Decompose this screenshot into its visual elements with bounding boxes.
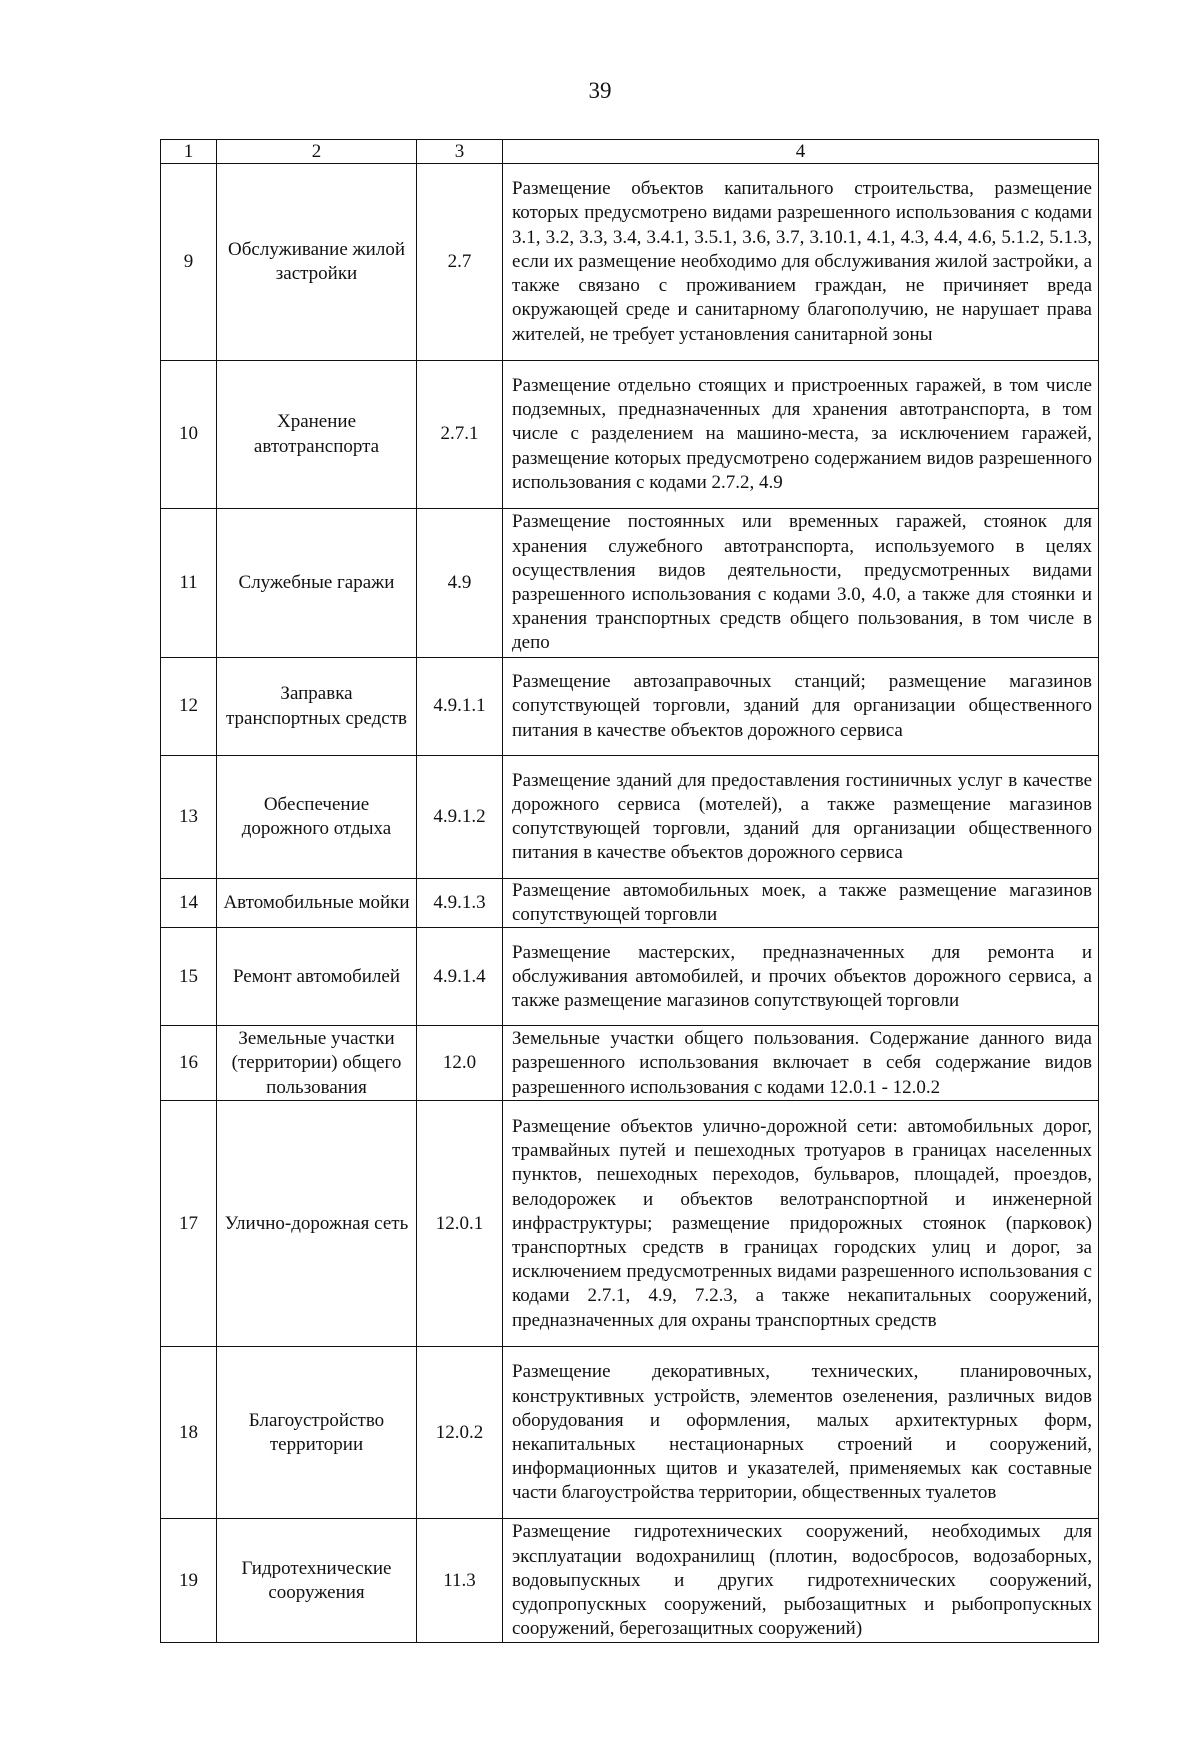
use-type-name: Заправка транспортных средств [217,658,417,756]
use-type-code: 4.9.1.3 [417,879,503,928]
row-number: 14 [161,879,217,928]
use-type-code: 4.9 [417,509,503,658]
use-type-description: Размещение гидротехнических сооружений, необходимых для эксплуатации водохранилищ (плотин, водосбросов, водозаборных, водовыпускных и других гидротехнических сооружений, судопропускных сооружений, рыбозащитных и рыбопропускных сооружений, берегозащитных сооружений) [503,1519,1099,1643]
use-type-name: Обслуживание жилой застройки [217,164,417,361]
row-number: 9 [161,164,217,361]
use-type-code: 2.7 [417,164,503,361]
row-number: 12 [161,658,217,756]
table-row [161,756,1099,879]
use-type-name: Ремонт автомобилей [217,928,417,1026]
use-type-name: Автомобильные мойки [217,879,417,928]
use-type-description: Размещение автозаправочных станций; размещение магазинов сопутствующей торговли, зданий для организации общественного питания в качестве объектов дорожного сервиса [503,658,1099,756]
row-number: 18 [161,1347,217,1519]
header-col-4: 4 [503,140,1099,164]
use-type-description: Размещение декоративных, технических, планировочных, конструктивных устройств, элементов озеленения, различных видов оборудования и оформления, малых архитектурных форм, некапитальных нестационарных строений и сооружений, информационных щитов и указателей, применяемых как составные части благоустройства территории, общественных туалетов [503,1347,1099,1519]
header-col-2: 2 [217,140,417,164]
use-type-name: Гидротехнические сооружения [217,1519,417,1643]
use-type-description: Размещение мастерских, предназначенных для ремонта и обслуживания автомобилей, и прочих объектов дорожного сервиса, а также размещение магазинов сопутствующей торговли [503,928,1099,1026]
use-type-name: Служебные гаражи [217,509,417,658]
table-row [161,361,1099,509]
table-row [161,1347,1099,1519]
use-type-code: 4.9.1.1 [417,658,503,756]
use-type-code: 4.9.1.4 [417,928,503,1026]
use-type-code: 12.0 [417,1026,503,1101]
row-number: 19 [161,1519,217,1643]
use-type-description: Размещение отдельно стоящих и пристроенных гаражей, в том числе подземных, предназначенных для хранения автотранспорта, в том числе с разделением на машино-места, за исключением гаражей, размещение которых предусмотрено содержанием видов разрешенного использования с кодами 2.7.2, 4.9 [503,361,1099,509]
header-col-1: 1 [161,140,217,164]
use-type-description: Земельные участки общего пользования. Содержание данного вида разрешенного использования включает в себя содержание видов разрешенного использования с кодами 12.0.1 - 12.0.2 [503,1026,1099,1101]
page-number: 39 [588,78,612,103]
table-row [161,1026,1099,1101]
table-row [161,928,1099,1026]
use-type-description: Размещение автомобильных моек, а также размещение магазинов сопутствующей торговли [503,879,1099,928]
land-use-table [160,139,1099,1643]
header-row [161,140,1099,164]
use-type-name: Улично-дорожная сеть [217,1101,417,1347]
use-type-code: 11.3 [417,1519,503,1643]
use-type-description: Размещение зданий для предоставления гостиничных услуг в качестве дорожного сервиса (мотелей), а также размещение магазинов сопутствующей торговли, зданий для организации общественного питания в качестве объектов дорожного сервиса [503,756,1099,879]
table-row [161,658,1099,756]
use-type-code: 12.0.2 [417,1347,503,1519]
use-type-description: Размещение объектов улично-дорожной сети: автомобильных дорог, трамвайных путей и пешеходных тротуаров в границах населенных пунктов, пешеходных переходов, бульваров, площадей, проездов, велодорожек и объектов велотранспортной и инженерной инфраструктуры; размещение придорожных стоянок (парковок) транспортных средств в границах городских улиц и дорог, за исключением предусмотренных видами разрешенного использования с кодами 2.7.1, 4.9, 7.2.3, а также некапитальных сооружений, предназначенных для охраны транспортных средств [503,1101,1099,1347]
use-type-code: 4.9.1.2 [417,756,503,879]
header-col-3: 3 [417,140,503,164]
use-type-description: Размещение объектов капитального строительства, размещение которых предусмотрено видами разрешенного использования с кодами 3.1, 3.2, 3.3, 3.4, 3.4.1, 3.5.1, 3.6, 3.7, 3.10.1, 4.1, 4.3, 4.4, 4.6, 5.1.2, 5.1.3, если их размещение необходимо для обслуживания жилой застройки, а также связано с проживанием граждан, не причиняет вреда окружающей среде и санитарному благополучию, не нарушает права жителей, не требует установления санитарной зоны [503,164,1099,361]
row-number: 11 [161,509,217,658]
row-number: 13 [161,756,217,879]
use-type-name: Благоустройство территории [217,1347,417,1519]
table-row [161,1101,1099,1347]
use-type-code: 2.7.1 [417,361,503,509]
row-number: 15 [161,928,217,1026]
table-row [161,509,1099,658]
table-row [161,1519,1099,1643]
use-type-description: Размещение постоянных или временных гаражей, стоянок для хранения служебного автотранспорта, используемого в целях осуществления видов деятельности, предусмотренных видами разрешенного использования с кодами 3.0, 4.0, а также для стоянки и хранения транспортных средств общего пользования, в том числе в депо [503,509,1099,658]
row-number: 16 [161,1026,217,1101]
use-type-name: Хранение автотранспорта [217,361,417,509]
table-row [161,879,1099,928]
use-type-code: 12.0.1 [417,1101,503,1347]
use-type-name: Обеспечение дорожного отдыха [217,756,417,879]
use-type-name: Земельные участки (территории) общего пользования [217,1026,417,1101]
table-row [161,164,1099,361]
row-number: 10 [161,361,217,509]
row-number: 17 [161,1101,217,1347]
